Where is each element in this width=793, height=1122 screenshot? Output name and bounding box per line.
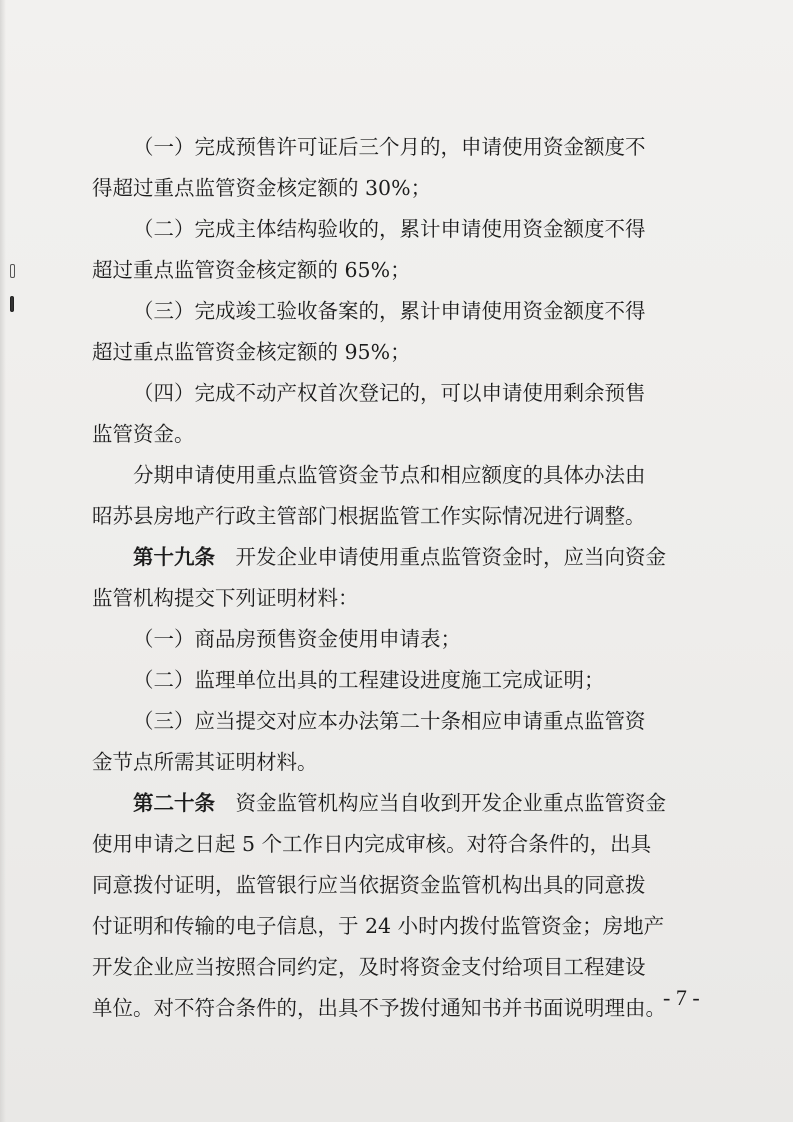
text-line — [92, 537, 712, 578]
line-text: 开发企业申请使用重点监管资金时，应当向资金 — [235, 545, 666, 569]
text-line — [92, 250, 712, 291]
text-line — [92, 127, 712, 168]
text-line — [92, 291, 712, 332]
document-body — [92, 127, 712, 1029]
text-line — [92, 619, 712, 660]
text-line — [92, 455, 712, 496]
text-line — [92, 660, 712, 701]
line-text: 单位。对不符合条件的，出具不予拨付通知书并书面说明理由。 — [92, 996, 666, 1020]
line-text: （二）完成主体结构验收的，累计申请使用资金额度不得 — [133, 217, 646, 241]
text-line — [92, 988, 712, 1029]
line-text: 超过重点监管资金核定额的 95%； — [92, 340, 411, 364]
line-text: （三）应当提交对应本办法第二十条相应申请重点监管资 — [133, 709, 646, 733]
text-line — [92, 414, 712, 455]
page-number: - 7 - — [663, 985, 700, 1010]
line-text: （四）完成不动产权首次登记的，可以申请使用剩余预售 — [133, 381, 646, 405]
line-text: 开发企业应当按照合同约定，及时将资金支付给项目工程建设 — [92, 955, 646, 979]
binding-hole-mark — [10, 264, 15, 278]
line-text: 监管机构提交下列证明材料： — [92, 586, 359, 610]
line-text: （一）商品房预售资金使用申请表； — [133, 627, 461, 651]
text-line — [92, 783, 712, 824]
line-text: 昭苏县房地产行政主管部门根据监管工作实际情况进行调整。 — [92, 504, 646, 528]
text-line — [92, 701, 712, 742]
text-line — [92, 824, 712, 865]
text-line — [92, 209, 712, 250]
text-line — [92, 865, 712, 906]
text-line — [92, 332, 712, 373]
line-text: （三）完成竣工验收备案的，累计申请使用资金额度不得 — [133, 299, 646, 323]
article-heading: 第十九条 — [133, 545, 215, 569]
text-line — [92, 168, 712, 209]
text-line — [92, 578, 712, 619]
article-heading: 第二十条 — [133, 791, 215, 815]
line-text: 得超过重点监管资金核定额的 30%； — [92, 176, 432, 200]
text-line — [92, 742, 712, 783]
line-text: 超过重点监管资金核定额的 65%； — [92, 258, 411, 282]
line-text: （二）监理单位出具的工程建设进度施工完成证明； — [133, 668, 605, 692]
line-text: 金节点所需其证明材料。 — [92, 750, 318, 774]
line-text: 同意拨付证明，监管银行应当依据资金监管机构出具的同意拨 — [92, 873, 646, 897]
line-text: 付证明和传输的电子信息，于 24 小时内拨付监管资金；房地产 — [92, 914, 665, 938]
line-text: 监管资金。 — [92, 422, 195, 446]
line-text: （一）完成预售许可证后三个月的，申请使用资金额度不 — [133, 135, 646, 159]
text-line — [92, 373, 712, 414]
text-line — [92, 496, 712, 537]
line-text: 分期申请使用重点监管资金节点和相应额度的具体办法由 — [133, 463, 646, 487]
text-line — [92, 906, 712, 947]
line-text: 资金监管机构应当自收到开发企业重点监管资金 — [235, 791, 666, 815]
binding-hole-mark — [10, 296, 14, 312]
text-line — [92, 947, 712, 988]
line-text: 使用申请之日起 5 个工作日内完成审核。对符合条件的，出具 — [92, 832, 652, 856]
scan-shadow-edge — [0, 0, 6, 1122]
